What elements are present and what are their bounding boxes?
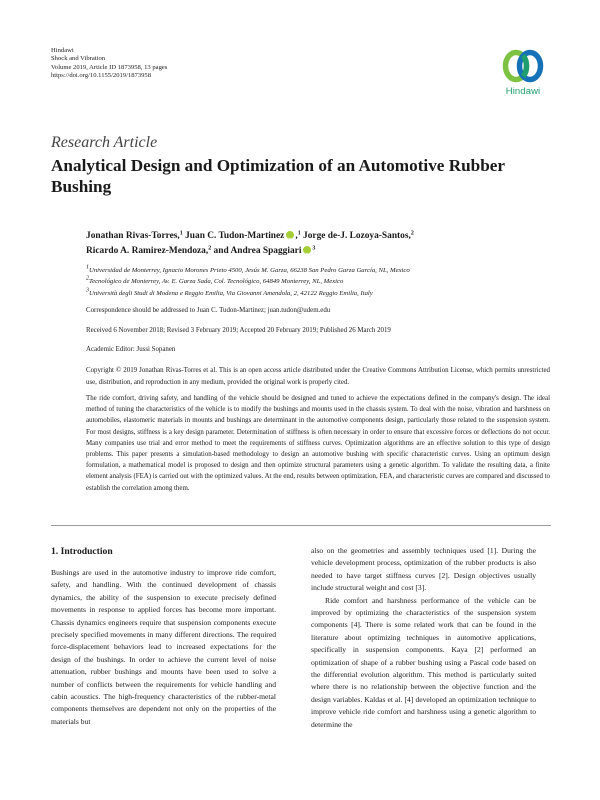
correspondence: Correspondence should be addressed to Juan C. Tudon-Martinez; juan.tudon@udem.edu [86,307,331,314]
paragraph: also on the geometries and assembly techniques used [1]. During the vehicle development process, optimization of the rubber products is also needed to have target stiffness curves [2]. Design objectives usually include structural weight and cost [3]. [311,546,536,593]
journal-name: Shock and Vibration [51,55,106,63]
hindawi-logo [493,47,553,105]
author-name: Jorge de-J. Lozoya-Santos, [303,231,411,241]
author-list: Jonathan Rivas-Torres,$^1$ Juan C. Tudon-MartineziD ,$^1$ Jorge de-J. Lozoya-Santos,$^2$ Ricardo A. Ramirez-Mendoza,$^2$ and Andrea SpaggiariiD $^3$ [86,229,526,259]
hindawi-logo-text: Hindawi [505,86,541,97]
paragraph: Ride comfort and harshness performance of the vehicle can be improved by optimizing the characteristics of the suspension system components [4]. There is some related work that can be found in the literature about optimizing techniques in automotive applications, specifically in suspension components. Kaya [2] performed an optimization of shape of a rubber bushing using a Pascal code based on the differential evolution algorithm. This method is particularly suited where there is no relationship between the objective function and the design variables. Kaldas et al. [4] developed an optimization technique to improve vehicle ride comfort and harshness using a genetic algorithm to determine the [311,595,536,729]
affiliation-line: $^3$Università degli Studi di Modena e Reggio Emilia, Via Giovanni Amendola, 2, 42122 Reggio Emilia, Italy [86,287,373,297]
paper-title: Analytical Design and Optimization of an Automotive Rubber Bushing [51,156,505,196]
affiliations [86,265,546,299]
publisher-name: Hindawi [51,47,74,54]
author-name: and Andrea Spaggiari [213,246,302,256]
author-name: Jonathan Rivas-Torres, [86,231,180,241]
orcid-icon[interactable] [286,231,294,239]
right-column [311,545,536,731]
volume-line: Volume 2019, Article ID 1873958, 13 pages [51,63,168,71]
author-affiliation: 2 [410,230,414,237]
publication-dates: Received 6 November 2018; Revised 3 February 2019; Accepted 20 February 2019; Published 26 March 2019 [86,327,391,334]
copyright-notice: Copyright © 2019 Jonathan Rivas-Torres et al. This is an open access article distributed under the Creative Commons Attribution License, which permits unrestricted use, distribution, and reproduction in any medium, provided the original work is properly cited. [86,367,550,386]
author-affiliation: 2 [208,245,212,252]
article-type: Research Article [51,134,158,151]
left-column [51,545,276,728]
section-divider [51,525,551,526]
author-affiliation: 3 [312,245,316,252]
orcid-icon[interactable] [303,246,311,254]
affiliation-line: $^1$Universidad de Monterrey, Ignacio Morones Prieto 4500, Jesús M. Garza, 66238 San Pedro Garza García, NL, Mexico [86,264,410,274]
affiliation-line: $^2$Tecnológico de Monterrey, Av. E. Garza Sada, Col. Tecnológico, 64849 Monterrey, NL, Mexico [86,275,344,286]
author-name: Ricardo A. Ramirez-Mendoza, [86,246,209,256]
abstract: The ride comfort, driving safety, and handling of the vehicle should be designed and tuned to achieve the expectations defined in the company's design. The ideal method of tuning the characteristics of the vehicle is to modify the bushings and mounts used in the chassis system. To deal with the noise, vibration and harshness on automobiles, elastomeric materials in mounts and bushings are determinant in the automotive components design, particularly those related to the suspension system. For most designs, stiffness is a key design parameter. Determination of stiffness is often necessary in order to ensure that excessive forces or deflections do not occur. Many companies use trial and error method to meet the requirements of stiffness curves. Optimization algorithms are an effective solution to this type of design problems. This paper presents a simulation-based methodology to design an automotive bushing with specific characteristic curves. Using an optimum design formulation, a mathematical model is proposed to design and then optimize structural parameters using a genetic algorithm. To validate the resulting data, a finite element analysis (FEA) is carried out with the optimized values. At the end, results between optimization, FEA, and characteristic curves are compared and discussed to establish the correlation among them. [86,395,550,492]
academic-editor: Academic Editor: Jussi Sopanen [86,346,176,353]
section-heading: 1. Introduction [51,546,113,557]
doi-link[interactable]: https://doi.org/10.1155/2019/1873958 [51,71,152,79]
paragraph: Bushings are used in the automotive industry to improve ride comfort, safety, and handling. With the continued development of chassis dynamics, the ability of the suspension to execute precisely defined movements in response to applied forces has become more important. Chassis dynamics engineers require that suspension components execute precisely specified movements in many different directions. The required force-displacement behaviors lead to increased expectations for the design of the bushings. In order to achieve the current level of noise attenuation, rubber bushings and mounts have been used to solve a number of conflicts between the requirements for vehicle handling and cabin acoustics. The high-frequency characteristics of the rubber-metal components themselves are dependent not only on the properties of the materials but [51,568,276,726]
author-affiliation: 1 [297,230,301,237]
journal-info [51,47,167,80]
author-name: Juan C. Tudon-Martinez [185,231,285,241]
hindawi-logo-icon [501,47,545,85]
author-affiliation: 1 [179,230,183,237]
